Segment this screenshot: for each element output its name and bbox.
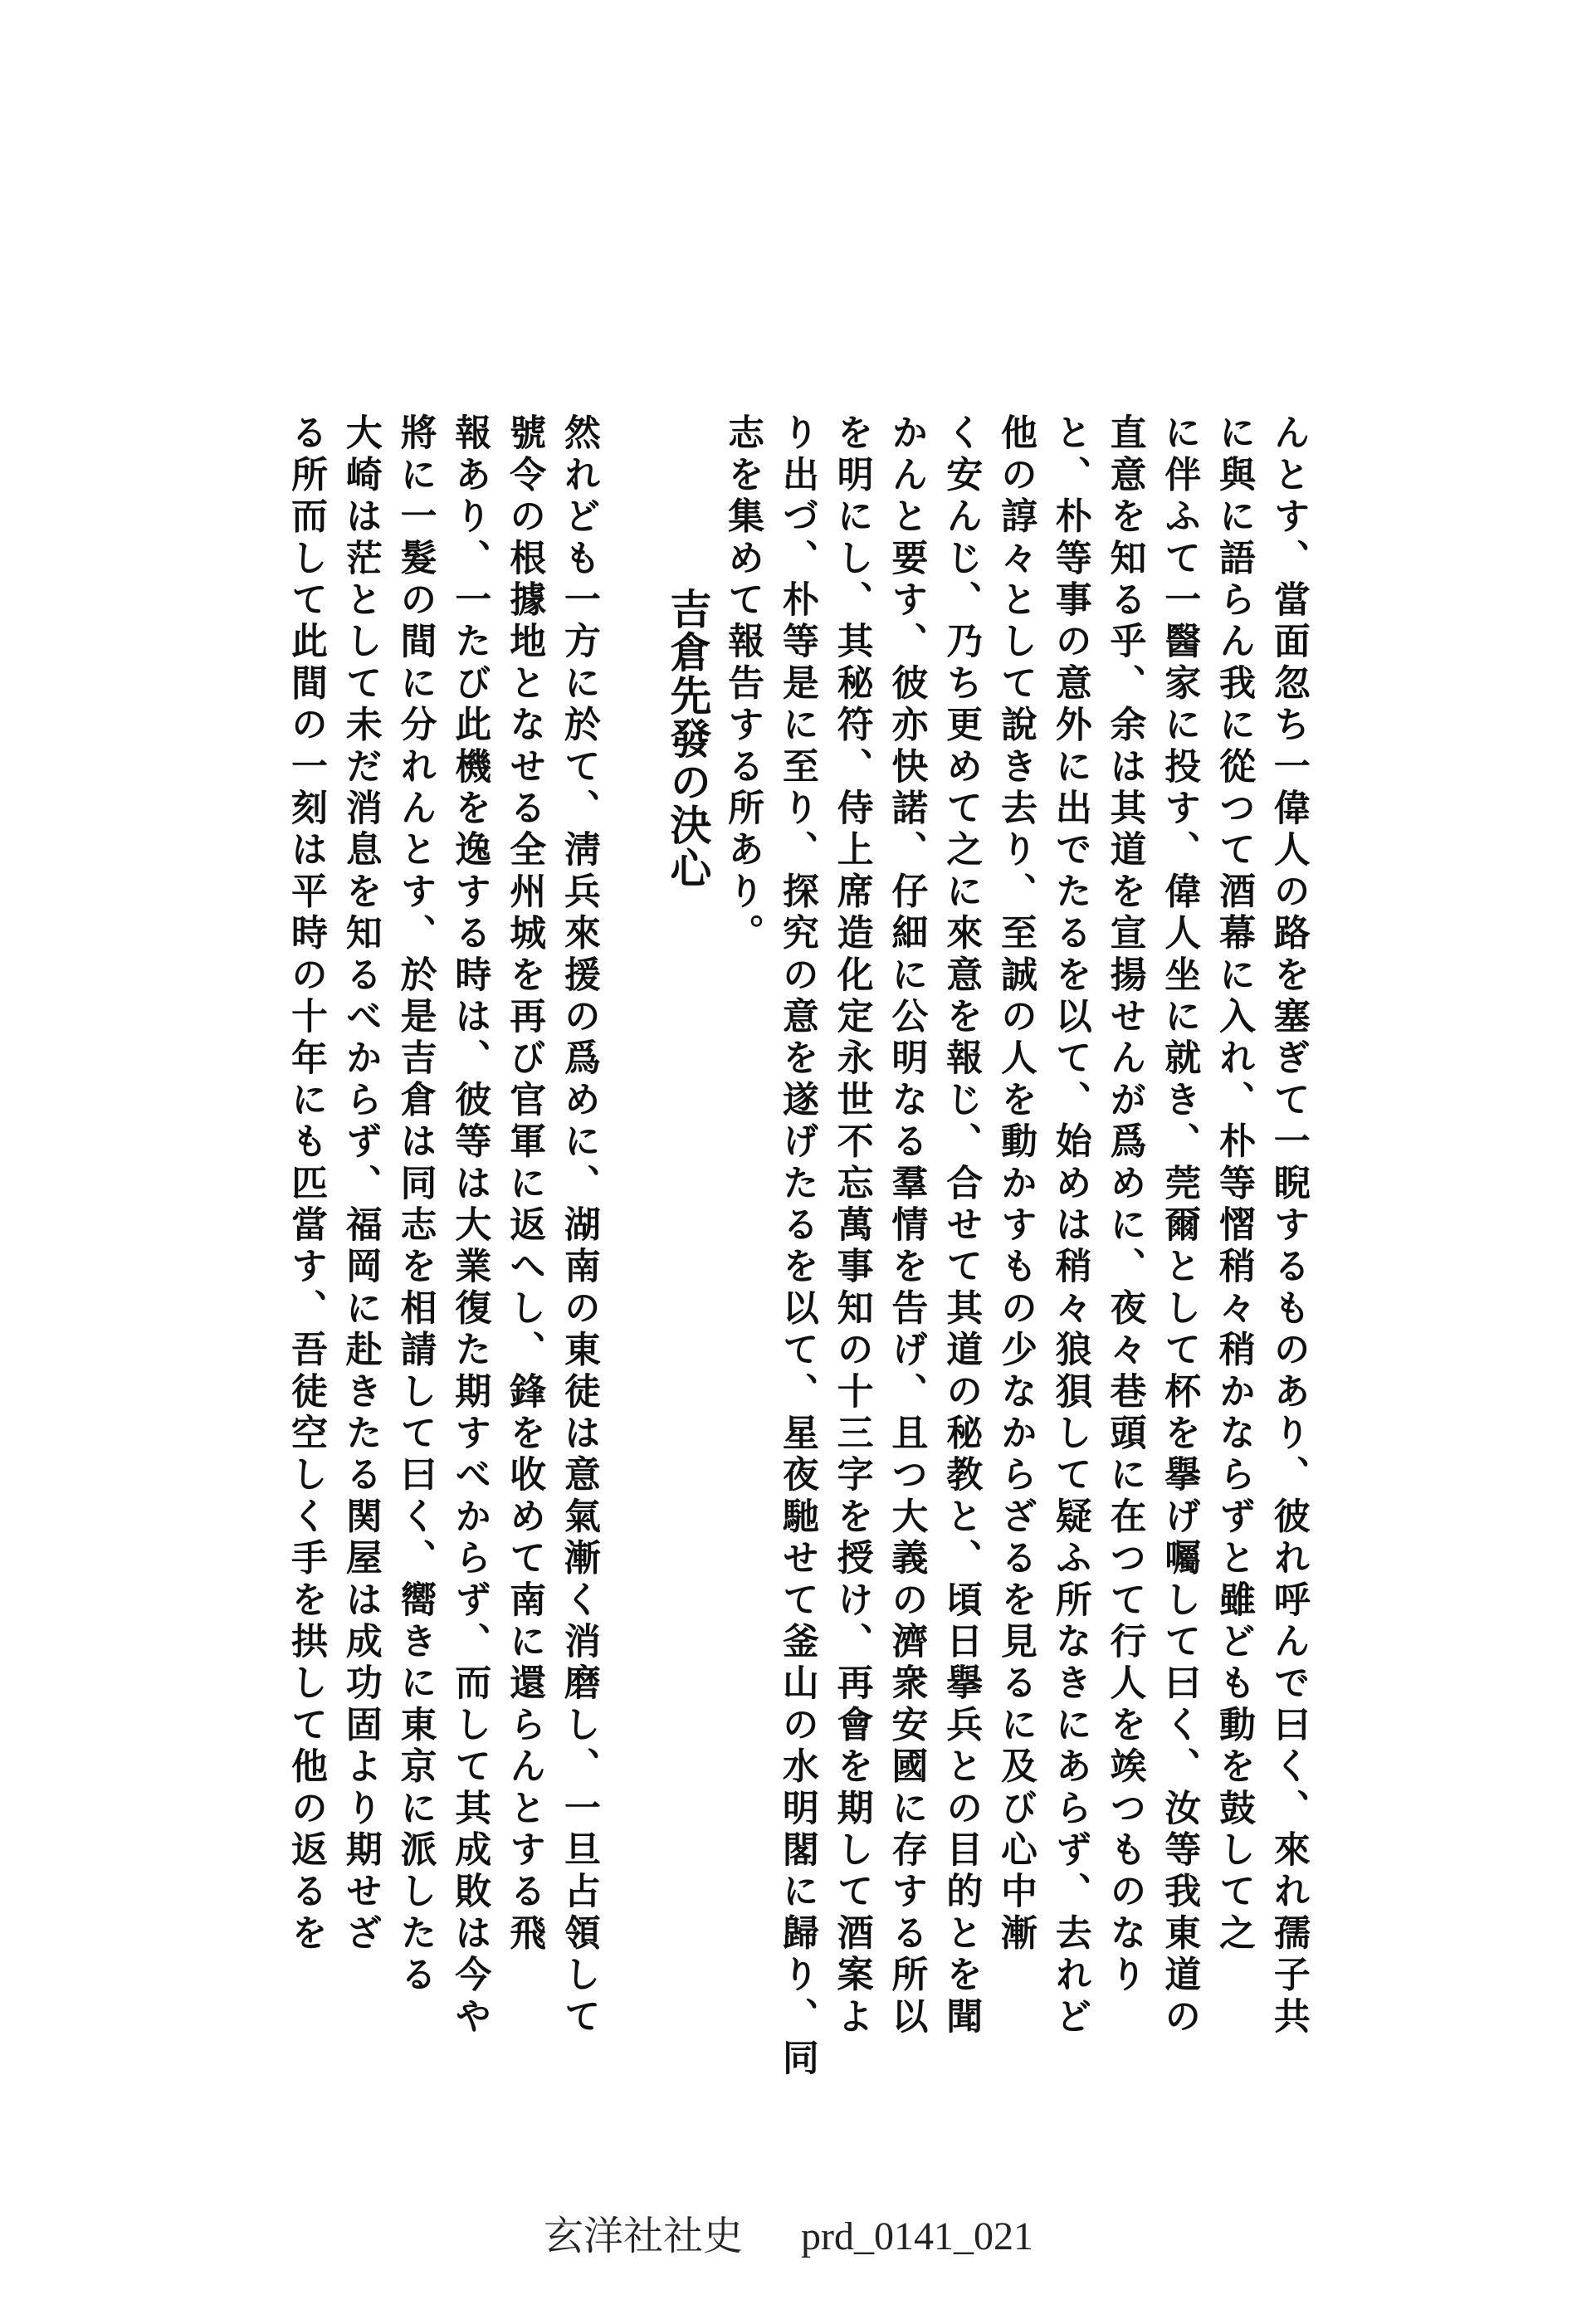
vertical-text-block (282, 413, 1311, 2080)
footer-title: 玄洋社社史 (544, 2214, 744, 2258)
text-column: 將に一髮の間に分れんとす、於是吉倉は同志を相請して曰く、嚮きに東京に派したる (393, 413, 437, 1997)
text-column: を明にし、其秘符、侍上席造化定永世不忘萬事知の十三字を授け、再會を期して酒案よ (830, 413, 873, 2038)
text-column: に與に語らん我に從つて酒幕に入れ、朴等慴稍々稍かならずと雖ども動を鼓して之 (1213, 413, 1256, 1955)
text-column: 他の諄々として說き去り、至誠の人を動かすもの少なからざるを見るに及び心中漸 (994, 413, 1037, 1955)
text-column: 志を集めて報告する所あり。 (721, 413, 764, 955)
page-footer (0, 2204, 1577, 2261)
text-column: 然れども一方に於て、淸兵來援の爲めに、湖南の東徒は意氣漸く消磨し、一旦占領して (557, 413, 600, 2038)
text-column: に伴ふて一醫家に投す、偉人坐に就き、莞爾として杯を擧げ囑して曰く、汝等我東道の (1158, 413, 1201, 2038)
text-column: り出づ、朴等是に至り、探究の意を遂げたるを以て、星夜馳せて釜山の水明閣に歸り、同 (775, 413, 818, 2080)
text-column: く安んじ、乃ち更めて之に來意を報じ、合せて其道の秘教と、頃日擧兵との目的とを聞 (940, 413, 983, 2038)
text-column: 號令の根據地となせる全州城を再び官軍に返へし、鋒を收めて南に還らんとする飛 (503, 413, 546, 1955)
text-column: る所而して此間の一刻は平時の十年にも匹當す、吾徒空しく手を拱して他の返るを (285, 413, 327, 1955)
text-column: と、朴等事の意外に出でたるを以て、始めは稍々狼狽して疑ふ所なきにあらず、去れど (1048, 413, 1091, 2038)
footer-code: prd_0141_021 (801, 2214, 1033, 2258)
section-heading: 吉倉先發の決心 (663, 588, 713, 890)
text-column: 報あり、一たび此機を逸する時は、彼等は大業復た期すべからず、而して其成敗は今や (448, 413, 491, 2038)
text-column: 直意を知る乎、余は其道を宣揚せんが爲めに、夜々巷頭に在つて行人を竢つものなり (1103, 413, 1146, 1997)
text-column: んとす、當面忽ち一偉人の路を塞ぎて一睨するものあり、彼れ呼んで曰く、來れ孺子共 (1267, 413, 1310, 2038)
text-column: かんと要す、彼亦快諾、仔細に公明なる羣情を告げ、且つ大義の濟衆安國に存する所以 (885, 413, 928, 2038)
text-column: 大崎は茫として未だ消息を知るべからず、福岡に赴きたる関屋は成功固より期せざ (339, 413, 382, 1955)
